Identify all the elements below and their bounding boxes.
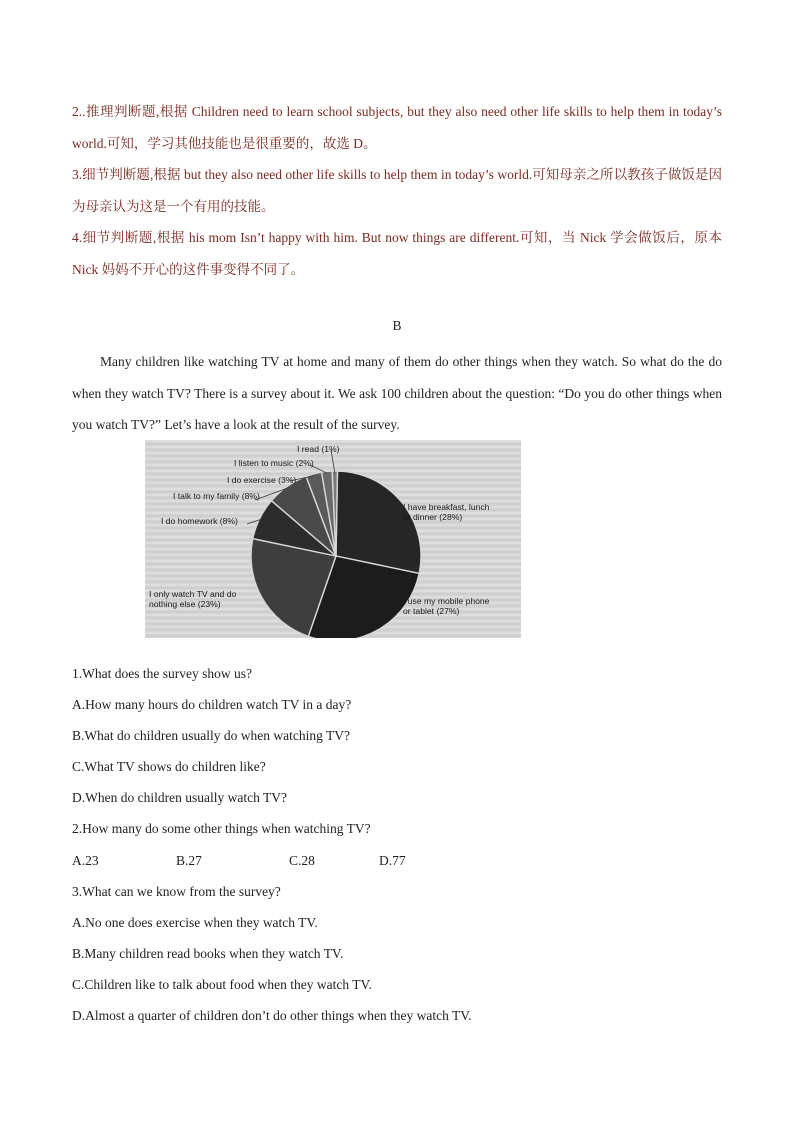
- question-2-option-c: C.28: [289, 852, 315, 868]
- pie-slice-label: I use my mobile phone or tablet (27%): [403, 596, 490, 616]
- question-2-option-a: A.23: [72, 852, 99, 868]
- question-2-option-d: D.77: [379, 852, 406, 868]
- passage-text: Many children like watching TV at home and many of them do other things when they watch. So what do the do when they watch TV? There is a survey about it. We ask 100 children about the question: “Do you do other things when you watch TV?” Let’s have a look at the result of the survey.: [72, 354, 722, 432]
- pie-chart-svg: [145, 440, 521, 638]
- analysis-item-3: 3.细节判断题,根据 but they also need other life skills to help them in today’s world.可知母亲之所以教孩子做饭是因为母亲认为这是一个有用的技能。: [72, 167, 722, 214]
- question-1-option-b: B.What do children usually do when watching TV?: [72, 728, 350, 744]
- pie-slice-label: I read (1%): [297, 444, 340, 454]
- pie-slice-label: I listen to music (2%): [234, 458, 314, 468]
- analysis-item-2: 2..推理判断题,根据 Children need to learn school subjects, but they also need other life skills to help them in today’s world.可知，学习其他技能也是很重要的，故选 D。: [72, 104, 722, 151]
- question-3-option-b: B.Many children read books when they watch TV.: [72, 945, 344, 961]
- analysis-item-4: 4.细节判断题,根据 his mom Isn’t happy with him. But now things are different.可知，当 Nick 学会做饭后，原本 Nick 妈妈不开心的这件事变得不同了。: [72, 230, 722, 277]
- question-3-option-d: D.Almost a quarter of children don’t do other things when they watch TV.: [72, 1008, 472, 1024]
- question-1-option-d: D.When do children usually watch TV?: [72, 790, 287, 806]
- question-1-option-a: A.How many hours do children watch TV in a day?: [72, 697, 352, 713]
- pie-slice-label: I do exercise (3%): [227, 475, 297, 485]
- answer-analysis: [72, 96, 722, 285]
- pie-slice-label: I only watch TV and do nothing else (23%): [149, 589, 237, 609]
- question-3-option-a: A.No one does exercise when they watch TV.: [72, 914, 318, 930]
- question-2-options: [72, 845, 722, 876]
- section-title: B: [392, 318, 402, 333]
- pie-slice-label: I have breakfast, lunch or dinner (28%): [403, 502, 490, 522]
- question-2-stem: 2.How many do some other things when watching TV?: [72, 821, 371, 837]
- reading-passage: [72, 346, 722, 441]
- pie-slice-label: I do homework (8%): [161, 516, 238, 526]
- question-1-stem: 1.What does the survey show us?: [72, 666, 252, 681]
- pie-slice-label: I talk to my family (8%): [173, 491, 260, 501]
- question-list: [72, 658, 722, 1031]
- question-3-option-c: C.Children like to talk about food when they watch TV.: [72, 976, 372, 992]
- question-2-option-b: B.27: [176, 852, 202, 868]
- question-1-option-c: C.What TV shows do children like?: [72, 759, 266, 775]
- survey-pie-chart: [145, 440, 521, 638]
- question-3-stem: 3.What can we know from the survey?: [72, 883, 281, 899]
